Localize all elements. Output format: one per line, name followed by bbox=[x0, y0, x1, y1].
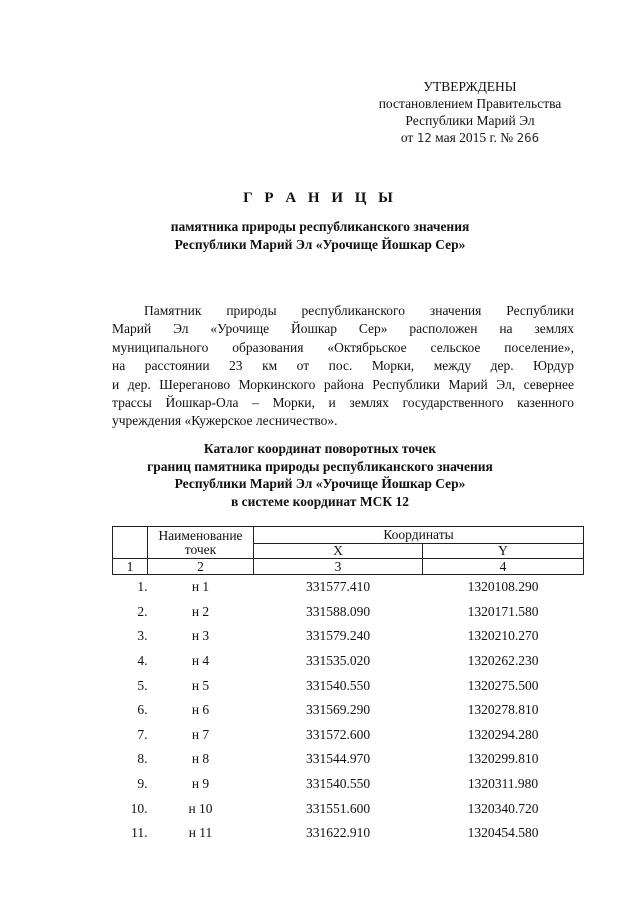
coord-y: 1320108.290 bbox=[467, 579, 539, 595]
row-number: 2. bbox=[137, 603, 148, 619]
coord-x: 331551.600 bbox=[305, 800, 371, 816]
approval-date bbox=[340, 129, 600, 146]
subtitle-line-1: памятника природы республиканского значения bbox=[170, 219, 470, 234]
description-paragraph bbox=[112, 302, 574, 431]
coord-x: 331535.020 bbox=[305, 653, 371, 669]
point-name: н 5 bbox=[191, 677, 210, 693]
coord-x: 331540.550 bbox=[305, 776, 371, 792]
row-number: 1. bbox=[137, 579, 148, 595]
coord-x: 331577.410 bbox=[305, 579, 371, 595]
coord-y: 1320262.230 bbox=[467, 653, 539, 669]
coord-x: 331588.090 bbox=[305, 603, 371, 619]
header-point-name-line1: Наименование bbox=[158, 527, 243, 543]
coord-y: 1320340.720 bbox=[467, 800, 539, 816]
coord-x: 331622.910 bbox=[305, 825, 371, 841]
paragraph-line: на расстоянии 23 км от пос. Морки, между дер. Юрдур bbox=[112, 358, 574, 374]
point-name: н 2 bbox=[191, 603, 210, 619]
header-point-name bbox=[148, 527, 254, 559]
point-name: н 10 bbox=[188, 800, 213, 816]
table-row bbox=[113, 747, 584, 772]
column-number: 1 bbox=[113, 559, 148, 575]
coord-y: 1320278.810 bbox=[467, 702, 539, 718]
header-point-name-line2: точек bbox=[184, 541, 217, 557]
approval-resolution: постановлением Правительства bbox=[378, 96, 562, 111]
table-row bbox=[113, 821, 584, 846]
catalog-title-line: границ памятника природы республиканского значения bbox=[147, 458, 493, 474]
table-row bbox=[113, 575, 584, 600]
table-row bbox=[113, 723, 584, 748]
point-name: н 9 bbox=[191, 776, 210, 792]
paragraph-line: муниципального образования «Октябрьское сельское поселение», bbox=[112, 339, 574, 355]
catalog-title-line: в системе координат МСК 12 bbox=[231, 493, 409, 509]
paragraph-line: Памятник природы республиканского значения Республики bbox=[144, 303, 574, 318]
column-number: 3 bbox=[254, 559, 423, 575]
point-name: н 7 bbox=[191, 726, 210, 742]
paragraph-line: Марий Эл «Урочище Йошкар Сер» расположен на землях bbox=[112, 321, 574, 337]
row-number: 5. bbox=[137, 677, 148, 693]
paragraph-line: учреждения «Кужерское лесничество». bbox=[112, 413, 338, 429]
coord-x: 331544.970 bbox=[305, 751, 371, 767]
header-coordinates: Координаты bbox=[254, 527, 584, 544]
coord-y: 1320294.280 bbox=[467, 726, 539, 742]
approval-government: Республики Марий Эл bbox=[405, 113, 535, 128]
header-x: X bbox=[254, 544, 423, 559]
catalog-title-line: Каталог координат поворотных точек bbox=[203, 441, 437, 456]
row-number: 9. bbox=[137, 776, 148, 792]
point-name: н 3 bbox=[191, 628, 210, 644]
row-number: 4. bbox=[137, 653, 148, 669]
table-row bbox=[113, 624, 584, 649]
paragraph-line: и дер. Шереганово Моркинского района Республики Марий Эл, севернее bbox=[112, 376, 574, 392]
document-subtitle bbox=[0, 218, 640, 254]
coord-y: 1320171.580 bbox=[467, 603, 539, 619]
approval-block bbox=[340, 78, 600, 146]
point-name: н 11 bbox=[188, 825, 213, 841]
row-number: 8. bbox=[137, 751, 148, 767]
table-header-row bbox=[113, 527, 584, 544]
column-number-row bbox=[113, 559, 584, 575]
catalog-title bbox=[0, 440, 640, 510]
point-name: н 1 bbox=[191, 579, 210, 595]
row-number: 10. bbox=[130, 800, 148, 816]
coord-x: 331579.240 bbox=[305, 628, 371, 644]
table-row bbox=[113, 649, 584, 674]
date-prefix: от bbox=[400, 130, 414, 145]
date-middle: мая 2015 г. № bbox=[435, 130, 514, 145]
coord-y: 1320454.580 bbox=[467, 825, 539, 841]
table-row bbox=[113, 600, 584, 625]
header-blank bbox=[113, 527, 148, 559]
catalog-title-line: Республики Марий Эл «Урочище Йошкар Сер» bbox=[174, 476, 466, 491]
row-number: 3. bbox=[137, 628, 148, 644]
coord-y: 1320210.270 bbox=[467, 628, 539, 644]
coordinates-table bbox=[112, 526, 584, 846]
coord-x: 331572.600 bbox=[305, 726, 371, 742]
point-name: н 8 bbox=[191, 751, 210, 767]
point-name: н 4 bbox=[191, 653, 210, 669]
approval-heading: УТВЕРЖДЕНЫ bbox=[423, 79, 517, 94]
subtitle-line-2: Республики Марий Эл «Урочище Йошкар Сер» bbox=[174, 237, 466, 252]
coord-x: 331540.550 bbox=[305, 677, 371, 693]
row-number: 6. bbox=[137, 702, 148, 718]
coord-y: 1320299.810 bbox=[467, 751, 539, 767]
point-name: н 6 bbox=[191, 702, 210, 718]
document-title: Г Р А Н И Ц Ы bbox=[243, 190, 397, 206]
coord-y: 1320275.500 bbox=[467, 677, 539, 693]
table-row bbox=[113, 796, 584, 821]
resolution-number: 266 bbox=[516, 130, 540, 145]
header-y: Y bbox=[423, 544, 584, 559]
table-row bbox=[113, 698, 584, 723]
paragraph-line: трассы Йошкар-Ола – Морки, и землях государственного казенного bbox=[112, 395, 574, 411]
table-row bbox=[113, 772, 584, 797]
row-number: 11. bbox=[131, 825, 148, 841]
row-number: 7. bbox=[137, 726, 148, 742]
table-row bbox=[113, 673, 584, 698]
coord-y: 1320311.980 bbox=[467, 776, 539, 792]
date-day: 12 bbox=[416, 130, 432, 145]
coord-x: 331569.290 bbox=[305, 702, 371, 718]
column-number: 2 bbox=[148, 559, 254, 575]
column-number: 4 bbox=[423, 559, 584, 575]
